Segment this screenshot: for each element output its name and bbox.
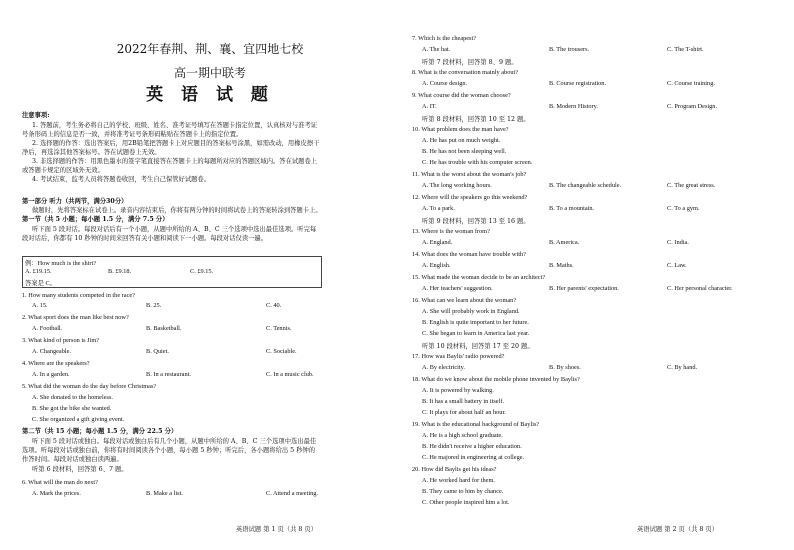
option: A. IT.	[422, 103, 437, 110]
option: A. Changeable.	[32, 348, 71, 355]
option: B. The trousers.	[549, 46, 590, 53]
option: B. 25.	[146, 302, 162, 309]
notes-line: 3. 非选择题的作答：用黑色墨水的签字笔直接答在答题卡上的每题所对应的答题区域内。答在试题卷上	[32, 158, 318, 165]
option: B. It has a small battery in itself.	[422, 398, 505, 405]
option: B. He didn't receive a higher education.	[422, 443, 522, 450]
option: B. English is quite important to her future.	[422, 319, 529, 326]
question: 6. What will the man do next?	[22, 479, 98, 486]
example-option: A. £19.15.	[25, 268, 52, 275]
option: C. Program Design.	[667, 103, 718, 110]
option: C. He majored in engineering at college.	[422, 454, 525, 461]
option: A. By electricity.	[422, 364, 465, 371]
option: A. Football.	[32, 325, 63, 332]
option: B. By shoes.	[549, 364, 581, 371]
section2-intro: 选项。听每段对话或独白前，你将有时间阅读各个小题，每小题 5 秒钟；听完后，各小题将给出 5 秒钟的	[22, 447, 316, 454]
exam-title: 高一期中联考	[173, 66, 246, 80]
option: C. Law.	[667, 262, 687, 269]
option: B. Make a list.	[146, 490, 183, 497]
notes-heading: 注意事项:	[22, 112, 50, 119]
page-footer: 英语试题 第 1 页（共 8 页）	[236, 526, 317, 533]
section2-intro: 作答时间。每段对话或独白读两遍。	[22, 456, 123, 463]
option: A. It is powered by walking.	[422, 387, 494, 394]
option: A. England.	[422, 239, 453, 246]
option: C. The great stress.	[667, 182, 716, 189]
question: 12. Where will the speakers go this weekend?	[412, 194, 528, 201]
option: B. The changeable schedule.	[549, 182, 622, 189]
notes-line: 或答题卡规定的区域外无效。	[22, 167, 104, 174]
option: A. Her teachers' suggestion.	[422, 285, 493, 292]
option: A. The hat.	[422, 46, 451, 53]
question: 17. How was Baylis' radio powered?	[412, 353, 505, 360]
option: C. He has trouble with his computer screen.	[422, 159, 533, 166]
example-answer: 答案是 C。	[25, 280, 56, 287]
option: A. She will probably work in England.	[422, 308, 520, 315]
question: 7. Which is the cheapest?	[412, 35, 477, 42]
option: B. He has not been sleeping well.	[422, 148, 507, 155]
option: B. Course registration.	[549, 80, 607, 87]
option: B. America.	[549, 239, 580, 246]
section2-intro: 听下面 5 段对话或独白。每段对话或独白后有几个小题，从题中所给的 A、B、C 三个选项中选出最佳	[32, 438, 317, 445]
question: 15. What made the woman decide to be an architect?	[412, 274, 546, 281]
listen-note: 听第 7 段材料，回答第 8、9 题。	[422, 59, 518, 66]
option: B. She got the bike she wanted.	[32, 405, 112, 412]
option: A. 15.	[32, 302, 48, 309]
example-option: C. £9.15.	[190, 268, 214, 275]
option: C. The T-shirt.	[667, 46, 704, 53]
option: C. Course training.	[667, 80, 715, 87]
option: B. Modern History.	[549, 103, 598, 110]
section1-title: 第一节（共 5 小题；每小题 1.5 分，满分 7.5 分）	[22, 216, 169, 223]
section1-intro: 听下面 5 段对话。每段对话后有一个小题，从题中所给的 A、B、C 三个选项中选出最佳选项。听完每	[32, 226, 317, 233]
question: 8. What is the conversation mainly about?	[412, 69, 519, 76]
listen-note: 听第 6 段材料，回答第 6、7 题。	[32, 466, 128, 473]
option: B. Her parents' expectation.	[549, 285, 619, 292]
option: A. He has put on much weight.	[422, 137, 501, 144]
option: A. She donated to the homeless.	[32, 394, 113, 401]
option: A. He is a high school graduate.	[422, 432, 503, 439]
notes-line: 4. 考试结束，监考人员将答题卷收回，考生自己保管好试题卷。	[32, 176, 211, 183]
option: A. The long working hours.	[422, 182, 492, 189]
option: C. India.	[667, 239, 689, 246]
notes-line: 净后，再选涂其他答案标号。答在试题卷上无效。	[22, 149, 161, 156]
option: A. He worked hard for them.	[422, 477, 495, 484]
option: A. Mark the prices.	[32, 490, 81, 497]
question: 1. How many students competed in the race?	[22, 292, 135, 299]
option: C. Other people inspired him a lot.	[422, 499, 510, 506]
option: C. To a gym.	[667, 205, 700, 212]
option: A. To a park.	[422, 205, 455, 212]
option: C. 40.	[266, 302, 282, 309]
part1-title: 第一部分 听力（共两节，满分30分）	[22, 198, 128, 205]
notes-line: 号条形码上的信息是否一致，并将准考证号条形码粘贴在答题卡上的指定位置。	[22, 131, 243, 138]
option: C. In a music club.	[266, 371, 314, 378]
option: B. They came to him by chance.	[422, 488, 504, 495]
option: B. To a mountain.	[549, 205, 595, 212]
subject-title: 英 语 试 题	[146, 85, 274, 105]
option: C. Attend a meeting.	[266, 490, 318, 497]
question: 11. What is the worst about the woman's job?	[412, 171, 527, 178]
option: A. English.	[422, 262, 451, 269]
listen-note: 听第 9 段材料，回答第 13 至 16 题。	[422, 218, 530, 225]
option: C. Tennis.	[266, 325, 292, 332]
question: 10. What problem does the man have?	[412, 126, 509, 133]
school-title: 2022年春荆、荆、襄、宜四地七校	[116, 42, 304, 56]
example-option: B. £9.18.	[108, 268, 132, 275]
section1-intro: 段对话后，你都有 10 秒钟的时间来回答有关小题和阅读下一小题。每段对话仅读一遍。	[22, 235, 268, 242]
question: 4. Where are the speakers?	[22, 360, 90, 367]
question: 2. What sport does the man like best now?	[22, 314, 129, 321]
example-question: 例：How much is the shirt?	[25, 260, 97, 267]
option: B. Quiet.	[146, 348, 169, 355]
question: 14. What does the woman have trouble with?	[412, 251, 526, 258]
listen-note: 听第 10 段材料，回答第 17 至 20 题。	[422, 343, 534, 350]
notes-line: 2. 选择题的作答：选出答案后，用2B铅笔把答题卡上对应题目的答案标号涂黑，如需改动，用橡皮擦干	[32, 140, 320, 147]
question: 20. How did Baylis get his ideas?	[412, 466, 497, 473]
option: B. In a restaurant.	[146, 371, 191, 378]
option: B. Basketball.	[146, 325, 182, 332]
option: C. She organized a gift giving event.	[32, 416, 125, 423]
option: A. Course design.	[422, 80, 468, 87]
option: C. It plays for about half an hour.	[422, 409, 506, 416]
section2-title: 第二节（共 15 小题；每小题 1.5 分，满分 22.5 分）	[22, 428, 178, 435]
question: 16. What can we learn about the woman?	[412, 297, 517, 304]
question: 19. What is the educational background of Baylis?	[412, 421, 540, 428]
question: 18. What do we know about the mobile phone invented by Baylis?	[412, 376, 580, 383]
option: C. She began to learn in America last year.	[422, 330, 530, 337]
option: C. Sociable.	[266, 348, 297, 355]
listen-note: 听第 8 段材料，回答第 10 至 12 题。	[422, 116, 530, 123]
page-footer: 英语试题 第 2 页（共 8 页）	[637, 526, 718, 533]
question: 3. What kind of person is Jim?	[22, 337, 100, 344]
option: C. By hand.	[667, 364, 698, 371]
notes-line: 1. 答题前，考生务必将自己的学校、班级、姓名、准考证号填写在答题卡指定位置，认真核对与准考证	[32, 122, 318, 129]
question: 9. What course did the woman choose?	[412, 92, 511, 99]
option: C. Her personal character.	[667, 285, 733, 292]
question: 13. Where is the woman from?	[412, 228, 490, 235]
option: B. Maths.	[549, 262, 574, 269]
part1-intro: 做题时，先将答案标在试卷上。录音内容结束后，你将有两分钟的时间将试卷上的答案转涂到答题卡上。	[32, 207, 322, 214]
question: 5. What did the woman do the day before Christmas?	[22, 383, 157, 390]
page-2	[397, 0, 794, 550]
option: A. In a garden.	[32, 371, 70, 378]
